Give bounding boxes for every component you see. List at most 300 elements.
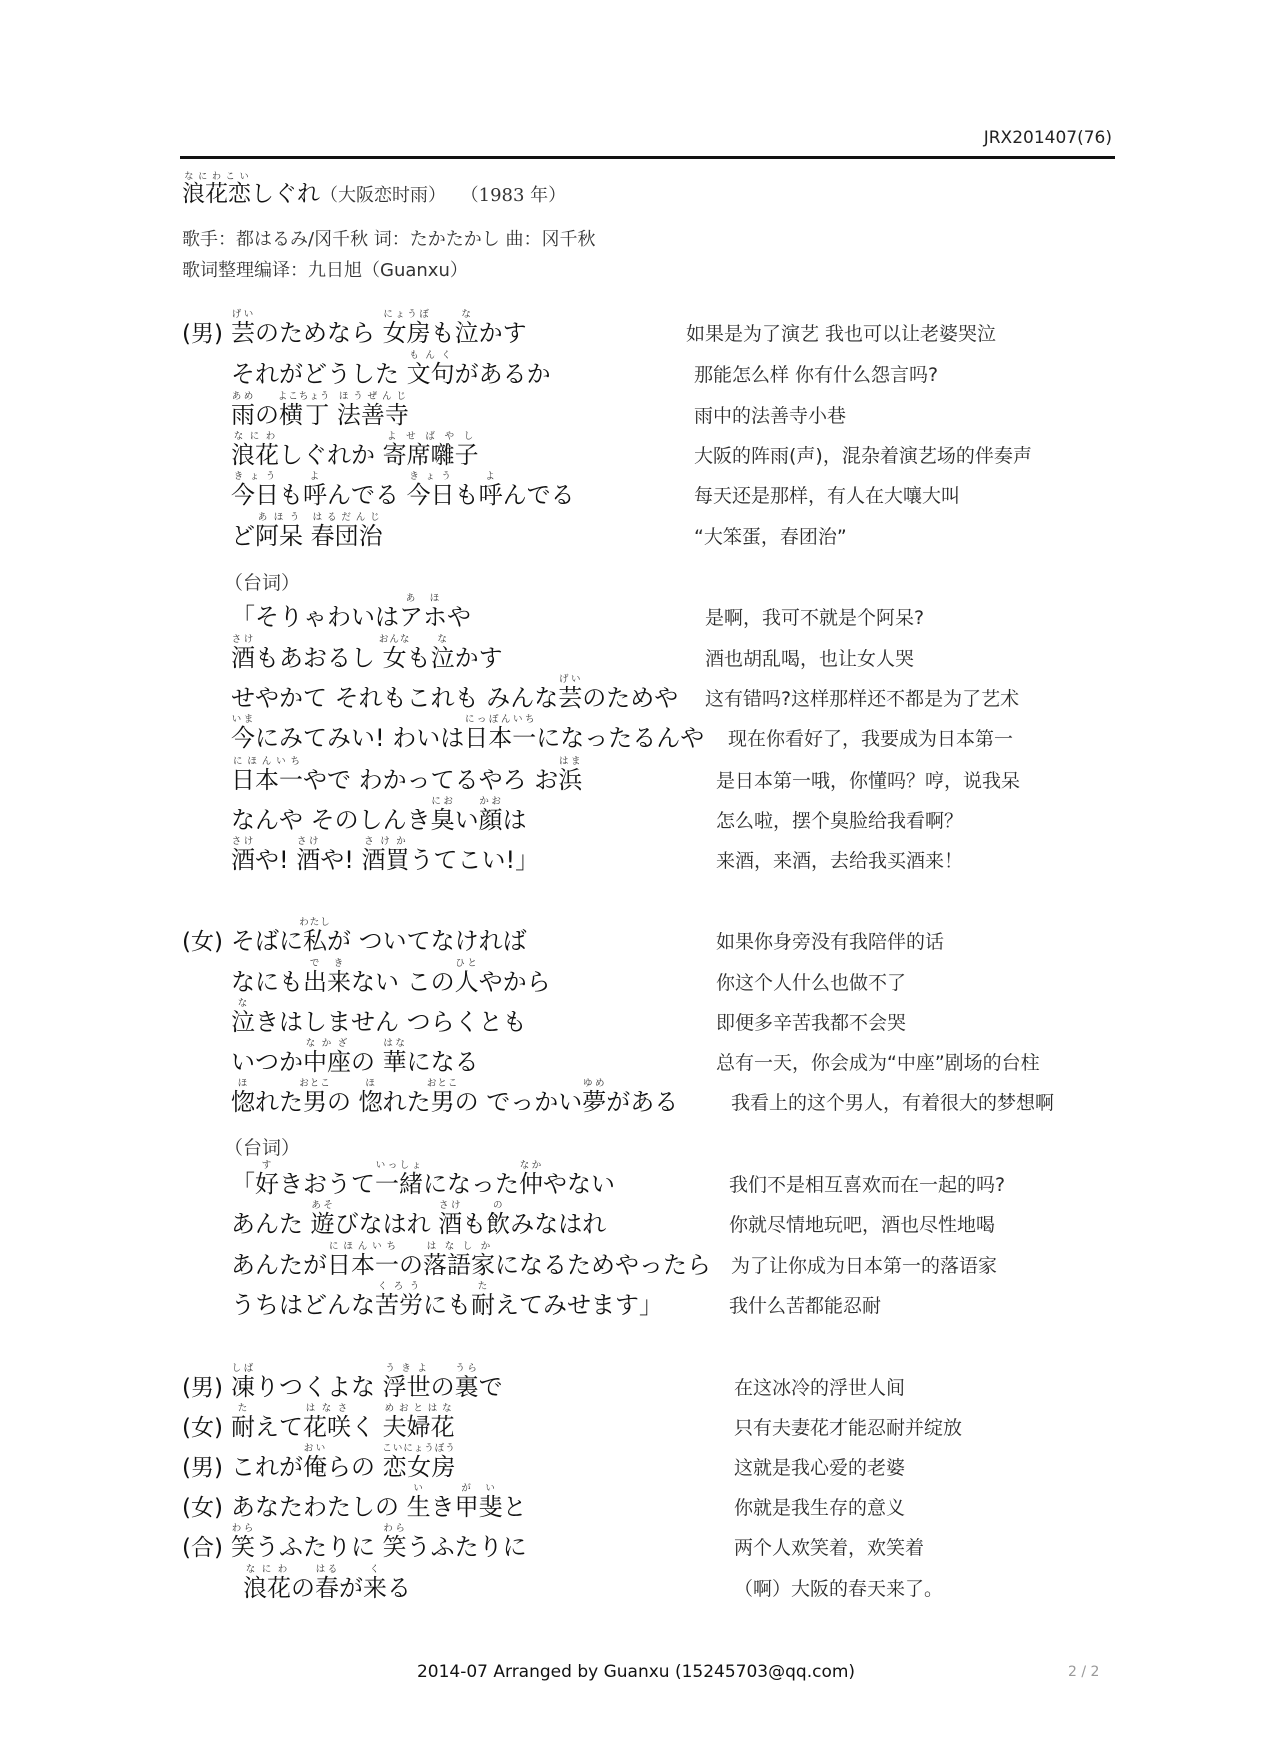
lyric-line xyxy=(0,1037,1272,1081)
japanese-lyric xyxy=(231,998,527,1037)
furigana: きょう xyxy=(231,471,279,482)
furigana: よこちょう xyxy=(277,391,331,402)
kanji: 今 xyxy=(231,724,255,752)
kanji: 浪花 xyxy=(243,1574,291,1602)
japanese-lyric xyxy=(231,1523,527,1562)
kanji: 仲 xyxy=(519,1170,543,1198)
furigana: いま xyxy=(231,714,255,725)
kanji: 浮世 xyxy=(382,1373,431,1401)
kanji: 夢 xyxy=(582,1088,607,1116)
kana-text: があるか xyxy=(454,360,551,388)
kana-text xyxy=(303,522,311,550)
ruby-word xyxy=(231,756,303,794)
chinese-translation: 我们不是相互喜欢而在一起的吗? xyxy=(729,1174,1006,1196)
kana-text: の xyxy=(351,1048,383,1076)
kana-text: のためや xyxy=(582,684,679,712)
ruby-word xyxy=(454,309,479,347)
header-rule xyxy=(180,156,1115,159)
chinese-translation: 现在你看好了，我要成为日本第一 xyxy=(728,728,1014,750)
furigana: なにわ xyxy=(243,1564,291,1575)
chinese-translation: 怎么啦，摆个臭脸给我看啊？ xyxy=(716,810,964,832)
kanji: 法善寺 xyxy=(336,401,409,429)
ruby-word xyxy=(231,471,279,509)
title-furigana: なにわこい xyxy=(182,172,251,182)
kana-text: と xyxy=(502,1493,527,1521)
furigana: にほんいち xyxy=(231,756,303,767)
ruby-word xyxy=(296,836,321,874)
chinese-translation: 即便多辛苦我都不会哭 xyxy=(716,1012,907,1034)
title-kanji: 浪花恋 xyxy=(182,181,251,207)
kanji: 顔 xyxy=(478,806,503,834)
arranger: 歌词整理编译：九日旭（Guanxu） xyxy=(182,260,468,281)
kana-text: やない xyxy=(543,1170,615,1198)
japanese-lyric xyxy=(231,917,527,956)
ruby-word xyxy=(303,958,351,996)
kana-text: りつくよな xyxy=(255,1373,383,1401)
furigana: あめ xyxy=(231,391,255,402)
ruby-word xyxy=(361,836,410,874)
ruby-word xyxy=(315,1564,339,1602)
japanese-lyric xyxy=(231,471,575,510)
ruby-word xyxy=(303,1443,327,1481)
japanese-lyric xyxy=(231,1483,527,1522)
furigana: にょうぼ xyxy=(382,309,431,320)
furigana: おとこ xyxy=(299,1078,331,1089)
lyric-line xyxy=(0,1522,1272,1566)
ruby-word xyxy=(231,1403,255,1441)
speaker-label: (男) xyxy=(182,1375,223,1401)
kanji: 一緒 xyxy=(375,1170,423,1198)
ruby-word xyxy=(382,309,431,347)
ruby-word xyxy=(382,1403,455,1441)
lyric-line xyxy=(0,390,1272,434)
kana-text: これが xyxy=(231,1453,303,1481)
kanji: 春団治 xyxy=(310,522,383,550)
kanji: 生 xyxy=(406,1493,431,1521)
japanese-lyric xyxy=(231,391,409,430)
kanji: 私 xyxy=(299,927,331,955)
furigana: なかざ xyxy=(303,1038,351,1049)
kana-text: が ついてなければ xyxy=(327,927,527,955)
ruby-word xyxy=(336,391,409,429)
furigana: かお xyxy=(478,796,503,807)
furigana: はる xyxy=(315,1564,339,1575)
lyric-line xyxy=(0,430,1272,474)
kana-text: が xyxy=(339,1574,363,1602)
furigana: さけ xyxy=(231,836,255,847)
ruby-word xyxy=(486,1200,511,1238)
furigana: す xyxy=(255,1160,279,1171)
kana-text: く xyxy=(351,1413,383,1441)
furigana: よせばやし xyxy=(382,431,479,442)
kanji: 裏 xyxy=(454,1373,479,1401)
kanji: 女 xyxy=(378,644,411,672)
furigana: い xyxy=(406,1483,431,1494)
kanji: 酒 xyxy=(296,846,321,874)
kana-text: の xyxy=(291,1574,315,1602)
ruby-word xyxy=(471,1281,495,1319)
kana-text: れた xyxy=(255,1088,303,1116)
kana-text: も xyxy=(454,481,479,509)
kanji: 日本一 xyxy=(327,1251,399,1279)
kana-text: ど xyxy=(231,522,255,550)
kana-text: る xyxy=(387,1574,411,1602)
ruby-word xyxy=(231,998,255,1036)
lyric-line xyxy=(0,349,1272,393)
kana-text: えてみせます」 xyxy=(495,1291,663,1319)
ruby-word xyxy=(277,391,331,429)
chinese-translation: 这就是我心爱的老婆 xyxy=(734,1457,906,1479)
chinese-translation: 来酒，来酒，去给我买酒来！ xyxy=(716,850,964,872)
speaker-label: (男) xyxy=(182,1455,223,1481)
lyric-line xyxy=(0,1077,1272,1121)
japanese-lyric xyxy=(231,512,383,551)
ruby-word xyxy=(375,1160,423,1198)
japanese-lyric xyxy=(231,958,551,997)
furigana: ひと xyxy=(454,958,479,969)
ruby-word xyxy=(406,471,455,509)
furigana: よ xyxy=(478,471,503,482)
lyric-line xyxy=(0,1280,1272,1324)
kanji: 呼 xyxy=(303,481,327,509)
ruby-word xyxy=(231,431,279,469)
lyric-line xyxy=(0,835,1272,879)
furigana: げい xyxy=(231,309,255,320)
chinese-translation: 如果你身旁没有我陪伴的话 xyxy=(716,931,945,953)
lyric-line xyxy=(0,592,1272,636)
furigana: あほ xyxy=(399,593,447,604)
chinese-translation: 你就是我生存的意义 xyxy=(734,1497,906,1519)
furigana: おい xyxy=(303,1443,327,1454)
speaker-label: (女) xyxy=(182,929,223,955)
kana-text: もあおるし xyxy=(255,644,383,672)
lyric-line xyxy=(0,1482,1272,1526)
furigana: はるだんじ xyxy=(310,512,383,523)
japanese-lyric xyxy=(231,1078,678,1117)
lyric-line xyxy=(0,957,1272,1001)
furigana: おんな xyxy=(378,634,411,645)
kana-text: なんや そのしんき xyxy=(231,806,431,834)
kana-text: も xyxy=(462,1210,487,1238)
ruby-word xyxy=(310,512,383,550)
chinese-translation: 大阪的阵雨(声)，混杂着演艺场的伴奏声 xyxy=(694,445,1032,467)
credits: 歌手：都はるみ/冈千秋 词：たかたかし 曲：冈千秋 xyxy=(182,229,596,250)
kanji: 遊 xyxy=(310,1210,335,1238)
chinese-translation: 为了让你成为日本第一的落语家 xyxy=(731,1255,998,1277)
ruby-word xyxy=(582,1078,607,1116)
furigana: の xyxy=(486,1200,511,1211)
kana-text: かす xyxy=(478,319,527,347)
japanese-lyric xyxy=(231,1200,606,1239)
japanese-lyric xyxy=(231,593,471,632)
furigana: た xyxy=(231,1403,255,1414)
kana-text: なにも xyxy=(231,968,303,996)
ruby-word xyxy=(382,431,479,469)
kanji: 芸 xyxy=(231,319,255,347)
ruby-word xyxy=(255,1160,279,1198)
japanese-lyric xyxy=(231,756,582,795)
furigana: にお xyxy=(430,796,455,807)
furigana: た xyxy=(471,1281,495,1292)
lyric-line xyxy=(0,1402,1272,1446)
lyric-line xyxy=(0,470,1272,514)
kanji: 夫婦花 xyxy=(382,1413,455,1441)
kanji: 呼 xyxy=(478,481,503,509)
lyric-line xyxy=(0,1199,1272,1243)
ruby-word xyxy=(363,1564,387,1602)
furigana: ほ xyxy=(231,1078,255,1089)
furigana: あそ xyxy=(310,1200,335,1211)
kana-text: になる xyxy=(406,1048,479,1076)
lyric-line xyxy=(0,997,1272,1041)
kana-text: がある xyxy=(606,1088,679,1116)
kanji: 雨 xyxy=(231,401,255,429)
japanese-lyric xyxy=(231,714,704,753)
kana-text: の でっかい xyxy=(454,1088,583,1116)
kanji: 臭 xyxy=(430,806,455,834)
japanese-lyric xyxy=(231,431,479,470)
ruby-word xyxy=(378,634,411,672)
furigana: めおとはな xyxy=(382,1403,455,1414)
japanese-lyric xyxy=(231,1241,711,1280)
kana-text: も xyxy=(430,319,455,347)
kana-text: みなはれ xyxy=(510,1210,607,1238)
furigana: さけか xyxy=(361,836,410,847)
chinese-translation: 这有错吗?这样那样还不都是为了艺术 xyxy=(705,688,1020,710)
kana-text: 「そりゃわいは xyxy=(231,603,399,631)
kanji: 今日 xyxy=(406,481,455,509)
ruby-word xyxy=(406,1483,431,1521)
kana-text: にも xyxy=(423,1291,471,1319)
japanese-lyric xyxy=(231,309,527,348)
ruby-word xyxy=(231,714,255,752)
furigana: な xyxy=(430,634,455,645)
kana-text: のためなら xyxy=(255,319,383,347)
kana-text: うちはどんな xyxy=(231,1291,375,1319)
ruby-word xyxy=(231,836,255,874)
kana-text: あんた xyxy=(231,1210,311,1238)
kana-text: んでる xyxy=(327,481,407,509)
kana-text: にみてみい! わいは xyxy=(255,724,465,752)
kana-text: やから xyxy=(478,968,551,996)
lyric-line xyxy=(0,1240,1272,1284)
kana-text: の xyxy=(399,1251,423,1279)
chinese-translation: 我什么苦都能忍耐 xyxy=(729,1295,882,1317)
japanese-lyric xyxy=(231,796,527,835)
furigana: はなしか xyxy=(423,1241,495,1252)
kana-text: かす xyxy=(454,644,503,672)
chinese-translation: 在这冰冷的浮世人间 xyxy=(734,1377,906,1399)
kana-text: の xyxy=(430,1373,455,1401)
kanji: 中座 xyxy=(303,1048,351,1076)
speaker-label: (女) xyxy=(182,1415,223,1441)
furigana: うら xyxy=(454,1363,479,1374)
ruby-word xyxy=(430,796,455,834)
title-chinese: （大阪恋时雨） xyxy=(320,185,446,206)
kana-text: あんたが xyxy=(231,1251,327,1279)
kanji: 横丁 xyxy=(277,401,331,429)
chinese-translation: 那能怎么样 你有什么怨言吗? xyxy=(694,364,939,386)
ruby-word xyxy=(558,756,583,794)
kanji: 泣 xyxy=(430,644,455,672)
kanji: 男 xyxy=(426,1088,459,1116)
furigana: はなさ xyxy=(303,1403,351,1414)
title-ruby xyxy=(182,172,251,207)
furigana: はま xyxy=(558,756,583,767)
kanji: 惚 xyxy=(358,1088,383,1116)
furigana: くろう xyxy=(375,1281,423,1292)
ruby-word xyxy=(519,1160,543,1198)
kana-text: や! xyxy=(320,846,362,874)
japanese-lyric xyxy=(231,1281,663,1320)
chinese-translation: 我看上的这个男人，有着很大的梦想啊 xyxy=(731,1092,1055,1114)
japanese-lyric xyxy=(231,1443,456,1482)
furigana: おとこ xyxy=(426,1078,459,1089)
kanji: 俺 xyxy=(303,1453,327,1481)
ruby-word xyxy=(382,1363,431,1401)
kana-text: んでる xyxy=(502,481,575,509)
kanji: 出来 xyxy=(303,968,351,996)
ruby-word xyxy=(231,634,255,672)
ruby-word xyxy=(438,1200,463,1238)
lyric-line xyxy=(0,1563,1272,1607)
furigana: でき xyxy=(303,958,351,969)
title-kana: しぐれ xyxy=(251,181,320,207)
kana-text: の xyxy=(327,1088,359,1116)
ruby-word xyxy=(478,796,503,834)
lyric-line xyxy=(0,511,1272,555)
kanji: 寄席囃子 xyxy=(382,441,479,469)
furigana: がい xyxy=(454,1483,503,1494)
furigana: よ xyxy=(303,471,327,482)
kana-text: きはしません つらくとも xyxy=(255,1008,527,1036)
kanji: 酒 xyxy=(231,846,255,874)
ruby-word xyxy=(423,1241,495,1279)
chinese-translation: 两个人欢笑着，欢笑着 xyxy=(734,1537,925,1559)
japanese-lyric xyxy=(231,634,503,673)
kana-text: うふたりに xyxy=(406,1533,527,1561)
kanji: 甲斐 xyxy=(454,1493,503,1521)
ruby-word xyxy=(231,1523,255,1561)
furigana: にほんいち xyxy=(327,1241,399,1252)
kana-text: の xyxy=(255,401,279,429)
page-number: 2 / 2 xyxy=(1068,1664,1100,1680)
ruby-word xyxy=(478,471,503,509)
ruby-word xyxy=(454,958,479,996)
ruby-word xyxy=(382,1523,407,1561)
document-code: JRX201407(76) xyxy=(983,128,1112,148)
kana-text: も xyxy=(279,481,303,509)
japanese-lyric xyxy=(231,1403,455,1442)
ruby-word xyxy=(310,1200,335,1238)
japanese-lyric xyxy=(231,1363,503,1402)
furigana: さけ xyxy=(438,1200,463,1211)
kana-text: しぐれか xyxy=(279,441,383,469)
kanji: 酒 xyxy=(231,644,255,672)
ruby-word xyxy=(464,714,537,752)
kanji: 好 xyxy=(255,1170,279,1198)
kanji: 来 xyxy=(363,1574,387,1602)
footer-credit: 2014-07 Arranged by Guanxu (15245703@qq.com) xyxy=(416,1662,856,1682)
ruby-word xyxy=(454,1363,479,1401)
kana-text: も xyxy=(406,644,431,672)
furigana: はな xyxy=(382,1038,407,1049)
chinese-translation: 酒也胡乱喝，也让女人哭 xyxy=(705,648,915,670)
furigana: もんく xyxy=(406,350,455,361)
furigana: しば xyxy=(231,1363,255,1374)
kanji: 花咲 xyxy=(303,1413,351,1441)
ruby-word xyxy=(358,1078,383,1116)
lyric-line xyxy=(0,1442,1272,1486)
chinese-translation: 总有一天，你会成为“中座”剧场的台柱 xyxy=(716,1052,1040,1074)
kanji: 飲 xyxy=(486,1210,511,1238)
chinese-translation: 雨中的法善寺小巷 xyxy=(694,405,847,427)
kanji: 酒 xyxy=(438,1210,463,1238)
furigana: あほう xyxy=(255,512,303,523)
furigana: な xyxy=(454,309,479,320)
kana-text: 「 xyxy=(231,1170,255,1198)
lyric-line xyxy=(0,795,1272,839)
speaker-label: (合) xyxy=(182,1535,223,1561)
furigana: なか xyxy=(519,1160,543,1171)
furigana: わら xyxy=(382,1523,407,1534)
kanji: 男 xyxy=(299,1088,331,1116)
kanji: 芸 xyxy=(558,684,583,712)
furigana: きょう xyxy=(406,471,455,482)
kanji: 春 xyxy=(315,1574,339,1602)
kana-text: や! xyxy=(255,846,297,874)
kana-text: うふたりに xyxy=(255,1533,383,1561)
kana-text: いつか xyxy=(231,1048,303,1076)
japanese-lyric xyxy=(231,1160,615,1199)
chinese-translation: 如果是为了演艺 我也可以让老婆哭泣 xyxy=(686,323,997,345)
ruby-word xyxy=(303,1403,351,1441)
kanji: 浜 xyxy=(558,766,583,794)
ruby-word xyxy=(454,1483,503,1521)
kana-text: あなたわたしの xyxy=(231,1493,407,1521)
furigana: いっしょ xyxy=(375,1160,423,1171)
kanji: 笑 xyxy=(231,1533,255,1561)
kana-text: になったるんや xyxy=(536,724,705,752)
chinese-translation: 是啊，我可不就是个阿呆? xyxy=(705,607,925,629)
furigana: わら xyxy=(231,1523,255,1534)
kanji: 耐 xyxy=(471,1291,495,1319)
ruby-word xyxy=(558,674,583,712)
ruby-word xyxy=(382,1038,407,1076)
kana-text: になるためやったら xyxy=(495,1251,711,1279)
kana-text: い xyxy=(454,806,479,834)
kanji: 凍 xyxy=(231,1373,255,1401)
kanji: 華 xyxy=(382,1048,407,1076)
kana-text: き xyxy=(430,1493,455,1521)
furigana: く xyxy=(363,1564,387,1575)
dialogue-label: （台词） xyxy=(224,572,301,594)
japanese-lyric xyxy=(231,836,539,875)
lyric-line xyxy=(0,633,1272,677)
lyric-line xyxy=(0,713,1272,757)
kana-text: で xyxy=(478,1373,503,1401)
japanese-lyric xyxy=(231,674,678,713)
kana-text: やで わかってるやろ お xyxy=(303,766,559,794)
kana-text: えて xyxy=(255,1413,303,1441)
speaker-label: (男) xyxy=(182,321,223,347)
ruby-word xyxy=(299,917,331,955)
kanji: 苦労 xyxy=(375,1291,423,1319)
kana-text: れた xyxy=(382,1088,431,1116)
ruby-word xyxy=(382,1443,456,1481)
ruby-word xyxy=(327,1241,399,1279)
ruby-word xyxy=(430,634,455,672)
